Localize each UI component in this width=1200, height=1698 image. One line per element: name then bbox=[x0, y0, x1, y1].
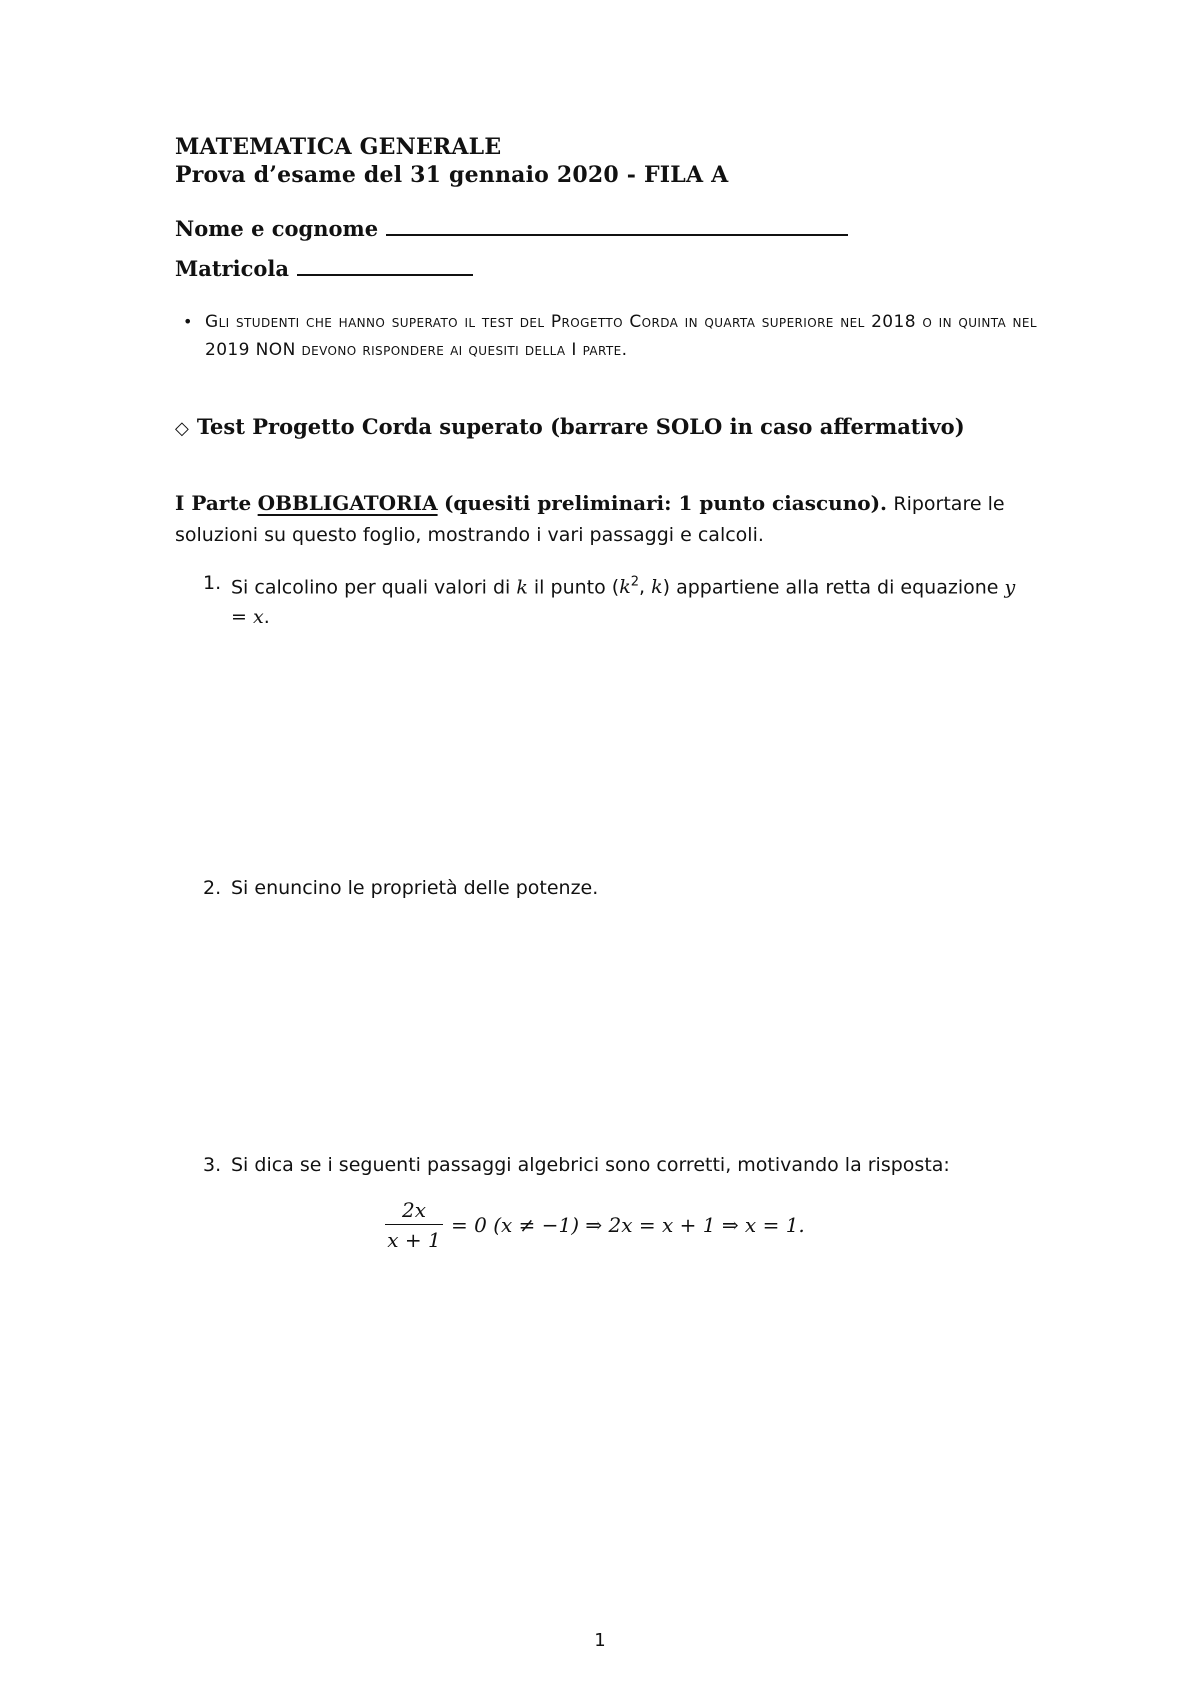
paren-open: ( bbox=[611, 576, 620, 599]
name-field bbox=[175, 216, 848, 241]
notice-text: Gli studenti che hanno superato il test del Progetto Corda in quarta superiore nel 2018 o in quinta nel 2019 NON devono rispondere ai quesiti della I parte. bbox=[205, 312, 1037, 360]
question-text bbox=[231, 568, 1037, 632]
question-1-text-a: Si calcolino per quali valori di bbox=[231, 576, 511, 599]
matricola-label: Matricola bbox=[175, 256, 289, 281]
diamond-checkbox-icon: ◇ bbox=[175, 418, 189, 439]
question-number: 2. bbox=[203, 877, 222, 899]
line-equation: y = x bbox=[231, 576, 1016, 629]
notice-block bbox=[183, 308, 1037, 364]
name-label: Nome e cognome bbox=[175, 216, 379, 241]
question-number: 3. bbox=[203, 1154, 222, 1176]
part-heading bbox=[175, 488, 1037, 550]
part-instructions: Riportare le soluzioni su questo foglio, mostrando i vari passaggi e calcoli. bbox=[175, 493, 1005, 546]
corda-checkbox-label: Test Progetto Corda superato (barrare SOLO in caso affermativo) bbox=[196, 414, 965, 439]
question-text: Si dica se i seguenti passaggi algebrici sono corretti, motivando la risposta: bbox=[231, 1154, 950, 1176]
question-3 bbox=[203, 1150, 1037, 1180]
corda-checkbox-row bbox=[175, 414, 965, 439]
point-k: k bbox=[619, 576, 631, 599]
part-points: (quesiti preliminari: 1 punto ciascuno). bbox=[443, 491, 888, 515]
fraction-numerator: 2x bbox=[401, 1198, 426, 1222]
name-blank-line bbox=[386, 232, 848, 236]
question-1-end: . bbox=[263, 606, 270, 629]
variable-k: k bbox=[516, 576, 528, 599]
exam-subtitle: Prova d’esame del 31 gennaio 2020 - FILA A bbox=[175, 162, 729, 188]
point-k2: k bbox=[651, 576, 663, 599]
bullet-icon: • bbox=[183, 312, 193, 331]
point-expression bbox=[612, 576, 670, 598]
part-mandatory: OBBLIGATORIA bbox=[257, 491, 438, 515]
question-2 bbox=[203, 873, 1037, 903]
question-1-text-c: appartiene alla retta di equazione bbox=[676, 576, 999, 599]
exam-title: MATEMATICA GENERALE bbox=[175, 134, 502, 160]
question-1-text-b: il punto bbox=[533, 576, 606, 599]
question-1 bbox=[203, 568, 1037, 632]
fraction-denominator: x + 1 bbox=[387, 1228, 441, 1252]
matricola-field bbox=[175, 256, 473, 281]
part-prefix: I Parte bbox=[175, 491, 252, 515]
page-number: 1 bbox=[594, 1630, 606, 1651]
fraction bbox=[385, 1196, 443, 1253]
paren-close: ) bbox=[662, 576, 671, 599]
question-number: 1. bbox=[203, 572, 222, 594]
point-separator: , bbox=[639, 576, 652, 599]
matricola-blank-line bbox=[297, 272, 473, 276]
equation-rest: = 0 (x ≠ −1) ⇒ 2x = x + 1 ⇒ x = 1. bbox=[451, 1213, 805, 1237]
question-text: Si enuncino le proprietà delle potenze. bbox=[231, 877, 599, 899]
point-exponent: 2 bbox=[630, 575, 639, 590]
